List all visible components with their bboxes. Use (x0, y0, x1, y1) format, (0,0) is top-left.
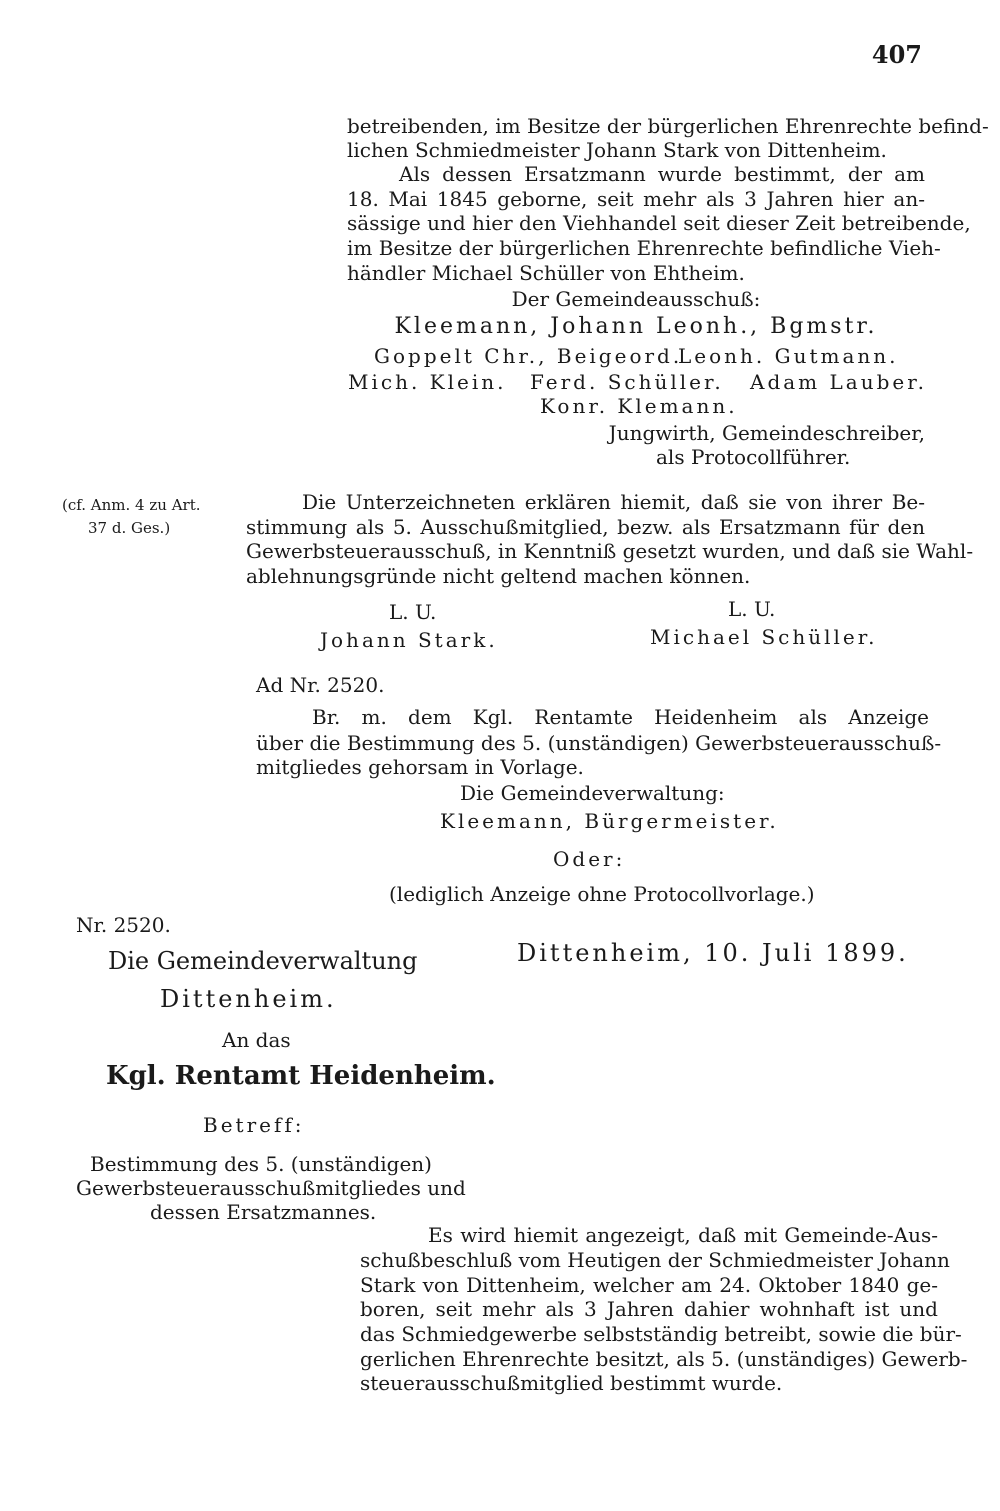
paragraph-line: betreibenden, im Besitze der bürgerlichen Ehrenrechte befind- (347, 114, 989, 138)
paragraph-line: steuerausschußmitglied bestimmt wurde. (360, 1371, 783, 1395)
signature: Johann Stark. (320, 628, 498, 652)
committee-signature: als Protocollführer. (656, 445, 851, 469)
committee-signature: Jungwirth, Gemeindeschreiber, (608, 421, 925, 445)
oder-label: Oder: (553, 847, 626, 871)
subject-line: Bestimmung des 5. (unständigen) (90, 1152, 432, 1176)
letter-number: Nr. 2520. (76, 913, 171, 937)
committee-signature: Kleemann, Johann Leonh., Bgmstr. (394, 314, 878, 339)
paragraph-line: Stark von Dittenheim, welcher am 24. Oktober 1840 ge- (360, 1273, 938, 1297)
page-number: 407 (871, 40, 922, 69)
paragraph-line: boren, seit mehr als 3 Jahren dahier wohnhaft ist und (360, 1297, 938, 1321)
administration-heading: Die Gemeindeverwaltung: (460, 781, 725, 805)
paragraph-line: Es wird hiemit angezeigt, daß mit Gemeinde-Aus- (428, 1223, 938, 1247)
subject-line: Gewerbsteuerausschußmitgliedes und (76, 1176, 466, 1200)
paragraph-line: 18. Mai 1845 geborne, seit mehr als 3 Jahren hier an- (347, 187, 925, 211)
ad-note: (lediglich Anzeige ohne Protocollvorlage.) (389, 882, 815, 906)
committee-signature: Mich. Klein. (348, 370, 507, 394)
paragraph-line: im Besitze der bürgerlichen Ehrenrechte befindliche Vieh- (347, 236, 941, 260)
paragraph-line: mitgliedes gehorsam in Vorlage. (256, 755, 584, 779)
paragraph-line: stimmung als 5. Ausschußmitglied, bezw. als Ersatzmann für den (246, 515, 925, 539)
ad-heading: Ad Nr. 2520. (256, 673, 385, 697)
mayor-signature: Kleemann, Bürgermeister. (440, 809, 779, 833)
subject-line: dessen Ersatzmannes. (150, 1200, 377, 1224)
letter-to: An das (222, 1028, 291, 1052)
paragraph-line: Die Unterzeichneten erklären hiemit, daß sie von ihrer Be- (302, 490, 925, 514)
paragraph-line: ablehnungsgründe nicht geltend machen können. (246, 564, 751, 588)
paragraph-line: über die Bestimmung des 5. (unständigen) Gewerbsteuerausschuß- (256, 731, 942, 755)
committee-signature: Konr. Klemann. (540, 394, 738, 418)
paragraph-line: händler Michael Schüller von Ehtheim. (347, 261, 745, 285)
letter-place-date: Dittenheim, 10. Juli 1899. (517, 939, 909, 967)
paragraph-line: gerlichen Ehrenrechte besitzt, als 5. (unständiges) Gewerb- (360, 1347, 968, 1371)
paragraph-line: sässige und hier den Viehhandel seit dieser Zeit betreibende, (347, 211, 971, 235)
subject-label: Betreff: (203, 1113, 305, 1137)
letter-sender: Dittenheim. (160, 985, 337, 1013)
committee-signature: Adam Lauber. (750, 370, 927, 394)
letter-sender: Die Gemeindeverwaltung (108, 947, 418, 975)
letter-recipient: Kgl. Rentamt Heidenheim. (106, 1061, 496, 1091)
paragraph-line: Gewerbsteuerausschuß, in Kenntniß gesetzt wurden, und daß sie Wahl- (246, 539, 974, 563)
lu-mark: L. U. (389, 600, 437, 624)
committee-heading: Der Gemeindeausschuß: (511, 287, 761, 311)
signature: Michael Schüller. (650, 625, 878, 649)
committee-signature: Goppelt Chr., Beigeord. (374, 344, 683, 368)
lu-mark: L. U. (728, 597, 776, 621)
margin-note: (cf. Anm. 4 zu Art. (62, 496, 201, 514)
paragraph-line: lichen Schmiedmeister Johann Stark von Dittenheim. (347, 138, 887, 162)
paragraph-line: Als dessen Ersatzmann wurde bestimmt, der am (399, 162, 925, 186)
paragraph-line: das Schmiedgewerbe selbstständig betreibt, sowie die bür- (360, 1322, 962, 1346)
margin-note: 37 d. Ges.) (88, 519, 171, 537)
committee-signature: Ferd. Schüller. (530, 370, 724, 394)
committee-signature: Leonh. Gutmann. (678, 344, 899, 368)
paragraph-line: Br. m. dem Kgl. Rentamte Heidenheim als Anzeige (312, 705, 929, 729)
paragraph-line: schußbeschluß vom Heutigen der Schmiedmeister Johann (360, 1248, 950, 1272)
